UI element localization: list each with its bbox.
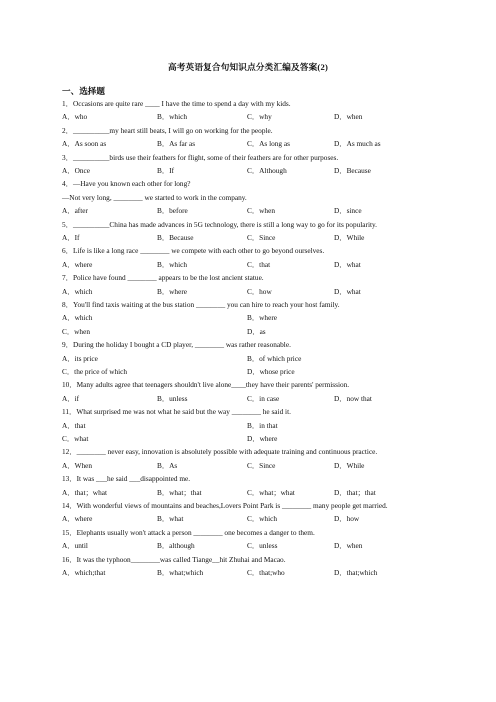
option: D．that;which — [334, 567, 378, 577]
question-stem: 3．__________birds use their feathers for flight, some of their feathers are for other purposes. — [62, 152, 339, 162]
option: B．which — [157, 112, 187, 122]
question-list — [62, 97, 434, 579]
question-stem: 1．Occasions are quite rare ____ I have the time to spend a day with my kids. — [62, 99, 291, 108]
option-row — [62, 325, 434, 338]
option: B．As far as — [157, 139, 196, 149]
option: A．until — [62, 541, 88, 551]
option: C．Since — [247, 460, 276, 470]
option: C．in case — [247, 393, 280, 403]
option: C．how — [247, 286, 272, 296]
option: D．whose price — [247, 366, 295, 376]
document-title: 高考英语复合句知识点分类汇编及答案(2) — [167, 62, 329, 72]
question-stem: 4．—Have you known each other for long? — [62, 179, 191, 189]
option: B．although — [157, 541, 195, 551]
option: A．where — [62, 514, 93, 524]
option: B．of which price — [247, 353, 302, 363]
option-row — [62, 365, 434, 378]
option: A．after — [62, 206, 88, 216]
option: B．what — [157, 514, 184, 524]
option: A．its price — [62, 353, 98, 363]
option: C．the price of which — [62, 366, 128, 376]
option: A．where — [62, 259, 93, 269]
question-stem: 8．You'll find taxis waiting at the bus station ________ you can hire to reach your host family. — [62, 299, 340, 309]
option: D．where — [247, 433, 278, 443]
option: C．when — [62, 326, 90, 336]
option: D．now that — [334, 393, 372, 403]
option: C．what；what — [247, 487, 295, 497]
option-row — [62, 432, 434, 445]
option: A．which — [62, 286, 93, 296]
option: B．in that — [247, 420, 278, 430]
option-row — [62, 352, 434, 365]
option: B．what；that — [157, 487, 202, 497]
option: B．before — [157, 206, 188, 216]
option: B．which — [157, 259, 187, 269]
option-row — [62, 486, 434, 499]
option: A．If — [62, 233, 80, 242]
option-row — [62, 110, 434, 123]
option: D．As much as — [334, 139, 381, 149]
question-stem: 2．__________my heart still beats, I will go on working for the people. — [62, 125, 273, 135]
option: C．what — [62, 433, 89, 443]
option: B．where — [157, 286, 187, 296]
question-stem: 12．________ never easy, innovation is absolutely possible with adequate training and continuous practice. — [62, 447, 378, 457]
question-stem: 6．Life is like a long race ________ we compete with each other to go beyond ourselves. — [62, 246, 325, 256]
option: C．which — [247, 514, 277, 524]
option: A．that；what — [62, 487, 107, 497]
option-row — [62, 137, 434, 150]
question-stem: 11．What surprised me was not what he said but the way ________ he said it. — [62, 407, 291, 417]
option: C．unless — [247, 541, 278, 551]
option: D．how — [334, 514, 360, 524]
option: C．that — [247, 259, 271, 269]
option: A．who — [62, 112, 88, 122]
option-row — [62, 164, 434, 177]
question-stem: 14．With wonderful views of mountains and beaches,Lovers Point Park is ________ many people get married. — [62, 500, 388, 510]
option: D．as — [247, 326, 266, 336]
question-stem-continued: —Not very long, ________ we started to work in the company. — [62, 192, 247, 202]
option: D．when — [334, 541, 363, 551]
option: D．what — [334, 259, 361, 269]
option-row — [62, 231, 434, 244]
option: C．that;who — [247, 567, 285, 577]
question-stem: 9．During the holiday I bought a CD player, ________ was rather reasonable. — [62, 340, 291, 350]
option-row — [62, 512, 434, 525]
option: B．Because — [157, 233, 194, 242]
option-row — [62, 566, 434, 579]
option: C．As long as — [247, 139, 290, 149]
question-stem: 7．Police have found ________ appears to be the lost ancient statue. — [62, 273, 264, 283]
option: C．when — [247, 206, 275, 216]
option-row — [62, 459, 434, 472]
question-stem: 15．Elephants usually won't attack a person ________ one becomes a danger to them. — [62, 527, 315, 537]
option: D．what — [334, 286, 361, 296]
option: D．since — [334, 206, 362, 216]
option: B．unless — [157, 393, 188, 403]
option: B．where — [247, 313, 277, 323]
question-stem: 13．It was ___he said ___disappointed me. — [62, 474, 191, 484]
option: B．As — [157, 460, 178, 470]
option-row — [62, 539, 434, 552]
option-row — [62, 285, 434, 298]
question-stem: 16．It was the typhoon________was called Tiange__hit Zhuhai and Macao. — [62, 554, 286, 564]
option: A．When — [62, 460, 92, 470]
option-row — [62, 204, 434, 217]
option: A．which — [62, 313, 93, 323]
option: D．While — [334, 460, 365, 470]
option: D．Because — [334, 166, 371, 175]
option: D．that；that — [334, 487, 376, 497]
option-row — [62, 311, 434, 324]
option: A．As soon as — [62, 139, 107, 149]
question-stem: 10．Many adults agree that teenagers shouldn't live alone____they have their parents' permission. — [62, 380, 350, 390]
option: A．if — [62, 393, 80, 403]
option: C．Since — [247, 233, 276, 242]
option-row — [62, 258, 434, 271]
option: C．Although — [247, 166, 287, 175]
option: D．when — [334, 112, 363, 122]
option: A．Once — [62, 166, 90, 175]
option: B．If — [157, 166, 175, 175]
option: A．that — [62, 420, 86, 430]
option: D．While — [334, 233, 365, 242]
option: B．what;which — [157, 567, 204, 577]
section-heading: 一、选择题 — [62, 86, 105, 96]
option-row — [62, 419, 434, 432]
question-stem: 5．__________China has made advances in 5G technology, there is still a long way to go for its popularity. — [62, 219, 377, 229]
option-row — [62, 392, 434, 405]
option: C．why — [247, 112, 272, 122]
option: A．which;that — [62, 567, 106, 577]
